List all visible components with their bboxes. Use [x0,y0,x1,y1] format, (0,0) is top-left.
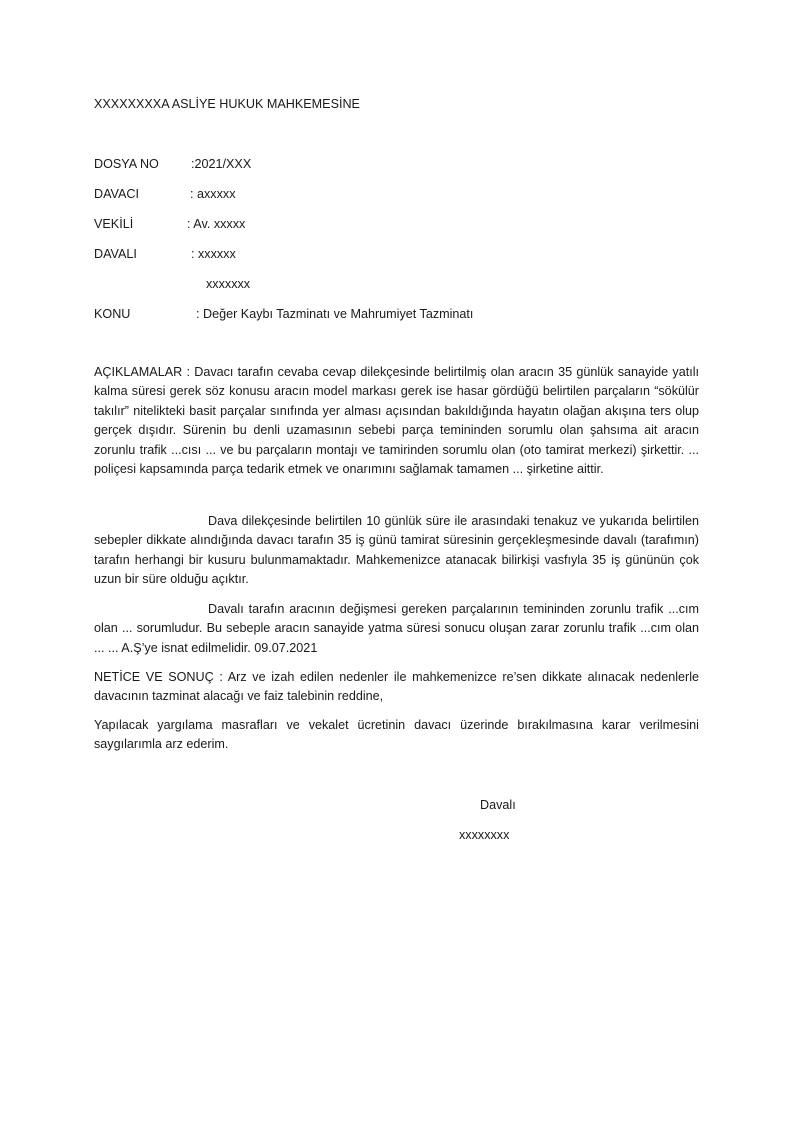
closing-text: Yapılacak yargılama masrafları ve vekalet ücretinin davacı üzerinde bırakılmasına karar verilmesini saygılarımla arz ederim. [94,718,699,752]
aciklamalar-text: AÇIKLAMALAR : Davacı tarafın cevaba cevap dilekçesinde belirtilmiş olan aracın 35 günlük sanayide yatılı kalma süresi gerek söz konusu aracın model markası gerek ise hasar gördüğü belirtilen parçaların “sökülür takılır” nitelikteki basit parçalar sınıfında yer alması açısından bakıldığında hayatın olağan akışına ters olup gerçek dışıdır. Sürenin bu denli uzamasının sebebi parça temininden sorumlu olan şahsıma ait aracın zorunlu trafik ...cısı ... ve bu parçaların montajı ve tamirinden sorumlu olan (oto tamirat merkezi) şirkettir. ... poliçesi kapsamında parça tedarik etmek ve onarımını sağlamak tamamen ... şirketine aittir. [94,365,699,477]
closing-paragraph [94,716,699,755]
davaci-label: DAVACI [94,187,140,201]
court-heading: XXXXXXXXA ASLİYE HUKUK MAHKEMESİNE [94,97,360,111]
dosya-no-label: DOSYA NO [94,157,159,171]
second-paragraph [94,512,699,590]
signature-role: Davalı [480,798,516,812]
netice-text: NETİCE VE SONUÇ : Arz ve izah edilen nedenler ile mahkemenizce re’sen dikkate alınacak nedenlerle davacının tazminat alacağı ve faiz talebinin reddine, [94,670,699,704]
davali-label: DAVALI [94,247,137,261]
signature-name: xxxxxxxx [459,828,510,842]
third-paragraph-text: Davalı tarafın aracının değişmesi gereken parçalarının temininden zorunlu trafik ...cım olan ... sorumludur. Bu sebeple aracın sanayide yatma süresi sonucu oluşan zarar zorunlu trafik ...cım olan ... ... A.Ş’ye isnat edilmelidir. 09.07.2021 [94,602,699,655]
netice-paragraph [94,668,699,707]
aciklamalar-paragraph [94,363,699,479]
davali-value-line2: xxxxxxx [206,277,251,291]
vekili-value: : Av. xxxxx [187,217,246,231]
davaci-value: : axxxxx [190,187,236,201]
third-paragraph [94,600,699,658]
vekili-label: VEKİLİ [94,217,134,231]
second-paragraph-text: Dava dilekçesinde belirtilen 10 günlük süre ile arasındaki tenakuz ve yukarıda belirtilen sebepler dikkate alındığında davacı tarafın 35 iş günü tamirat süresinin gerçekleşmesinde davalı (tarafımın) tarafın herhangi bir kusuru bulunmamaktadır. Mahkemenizce atanacak bilirkişi vasfıyla 35 iş gününün çok uzun bir süre olduğu açıktır. [94,514,699,587]
davali-value: : xxxxxx [191,247,236,261]
dosya-no-value: :2021/XXX [191,157,252,171]
konu-value: : Değer Kaybı Tazminatı ve Mahrumiyet Tazminatı [196,307,474,321]
konu-label: KONU [94,307,131,321]
